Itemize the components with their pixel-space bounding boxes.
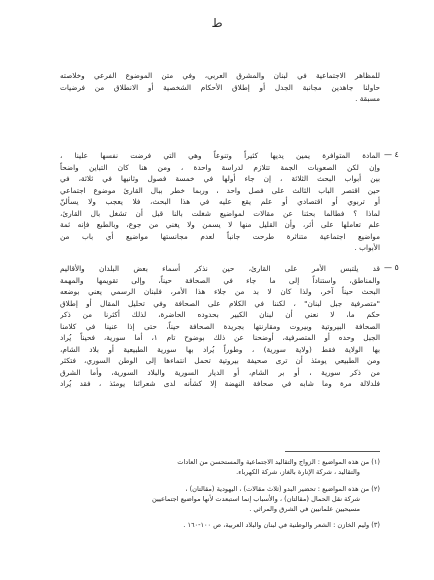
paragraph-5 — [60, 263, 380, 390]
text-line: بين أبواب البحث الثلاثة ، إن جاء أولها في خمسة فصول وثانيها في ثلاثة، في — [60, 174, 380, 183]
text-line: من ذكر سورية ، أو بر الشام، أو الديار السورية والبلاد السورية، وأما الشرق — [60, 367, 380, 377]
text-line: علم تعاملها على أثر، وأن القليل منها لا يسمن ولا يغني من جوع، وبالطبع فإنه ثمة — [60, 220, 380, 229]
text-line: حكم ما، لا نعني أن لبنان الكبير بحدوده الحاضرة، لذلك أكثرنا من ذكر — [60, 310, 380, 319]
text-line: ومن الطبيعي يومئذ أن ترى صحيفة بيروتية تحمل انتماءها إلى الوطن السوري، فتكثر — [60, 356, 380, 365]
text-line: البحث حيناً آخر، ولذا كان لا بد من جلاء هذا الأمر، فلبنان الرسمي يعني بوضعه — [60, 287, 380, 296]
footnote-line: (٢) من هذه المواضيع : تحضير البدو (ثلاث مقالات) ، اليهودية (مقالتان) ، — [185, 485, 380, 493]
text-line: أو تربوي أو اقتصادي أو علم يقع عليه في هذا البحث، فلا يعجب ولا يسألنّ — [60, 197, 380, 206]
footnote-line: (١) من هذه المواضيع : الزواج والتقاليد الاجتماعية والمستحسن من العادات — [177, 458, 380, 466]
text-line: فلدلالة مرة وما شابه في صحافة النهضة إلا كشأنه لدى شعرائنا يومئذ ، فقد يُراد — [60, 379, 380, 388]
text-line: المادة المتوافرة يمين يديها كثيراً وتنوعاً وهي التي فرضت نفسها علينا ، — [60, 151, 380, 160]
footnote-line: والتقاليد ، شركة الإنارة بالغاز، شركة الكهرباء. — [236, 468, 360, 476]
text-line: الجبل وحده أو المتصرفية، أوضحنا عن ذلك بوضوح تام ١، أما سورية، فحيناً يُراد — [60, 333, 380, 342]
text-line: وإن لكن الصعوبات الجمة تتلازم لدراسة واحدة ، ومن هنا كان التباين واضحاً — [60, 162, 380, 172]
footnote-line: مسيحيين علمانيين في الشرق والمراثي . — [249, 505, 360, 513]
footnote-divider — [285, 451, 380, 452]
text-line: "متصرفية جبل لبنان" ، لكننا في الكلام على الصحافة وفي تحليل المقال أو إطلاق — [60, 298, 380, 308]
text-line: الأبواب . — [354, 243, 380, 252]
page-number: ط — [211, 16, 223, 30]
paragraph-number: ٤ — — [384, 150, 399, 159]
text-line: والمناطق، واستناداً إلى ما جاء في الصحافة حيناً، وإلى تقويمها والمهمة — [60, 275, 380, 285]
text-line: حين اقتصر الباب الثالث على فصل واحد ، وربما خطر ببال القارئ موضوع اجتماعي — [60, 185, 380, 195]
text-line: الصحافة البيروتية وبيروت ومقارنتها بجريدة الصحافة حيناً، حتى إذا عنينا في كلامنا — [60, 321, 380, 331]
paragraph-4 — [60, 150, 380, 254]
text-line: للمظاهر الاجتماعية في لبنان والمشرق العربي، وفي متن الموضوع الفرعي وخلاصته — [60, 71, 380, 80]
footnote-3 — [60, 520, 380, 530]
paragraph-number: ٥ — — [384, 263, 399, 272]
text-line: مواضيع اجتماعية متناثرة طرحت جانباً لعدم مجانستها مواضيع أي باب من — [60, 231, 380, 241]
footnote-line: (٣) وليم الخازن : الشعر والوطنية في لبنان والبلاد العربية، ص ١٠٠-١٦٠ . — [183, 521, 380, 529]
footnote-1 — [60, 457, 380, 477]
text-line: بها الولاية فقط (ولاية سورية) ، وطوراً يُراد بها سورية الطبيعية أو بلاد الشام، — [60, 344, 380, 354]
footnote-2 — [60, 484, 380, 514]
intro-paragraph — [60, 70, 380, 105]
text-line: مسبقة . — [355, 94, 380, 103]
text-line: لماذا ؟ فطالما بحثنا عن مقالات لمواضيع شغلت بالنا قبل أن تشغل بال القارئ، — [60, 208, 380, 218]
footnote-line: شركة نقل الحمال (مقالتان) ، والأسباب إنما استبعدت لأنها مواضيع اجتماعيين — [151, 495, 360, 503]
text-line: قد يلتبس الأمر على القارئ، حين نذكر أسماء بعض البلدان والأقاليم — [60, 264, 380, 273]
text-line: حاولنا جاهدين مجانبة الجدل أو إطلاق الأحكام الشخصية أو الانطلاق من فرضيات — [60, 82, 380, 92]
